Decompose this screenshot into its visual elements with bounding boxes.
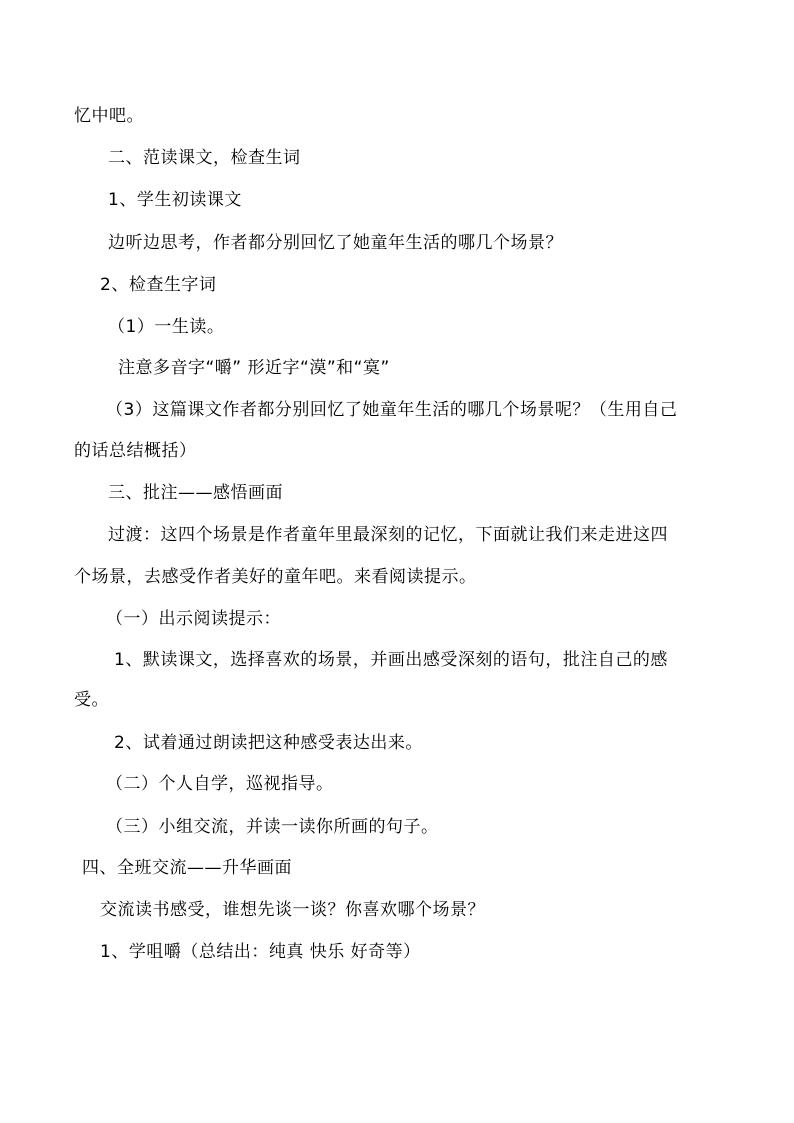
text-line: （3）这篇课文作者都分别回忆了她童年生活的哪几个场景呢？（生用自己 — [106, 400, 678, 420]
text-line: 1、学咀嚼（总结出：纯真 快乐 好奇等） — [100, 942, 421, 962]
section-heading: 四、全班交流——升华画面 — [82, 858, 292, 878]
text-line: 边听边思考，作者都分别回忆了她童年生活的哪几个场景？ — [108, 233, 563, 253]
text-line: 2、试着通过朗读把这种感受表达出来。 — [114, 733, 423, 753]
section-heading: 二、范读课文，检查生词 — [108, 148, 301, 168]
text-line: （一）出示阅读提示： — [106, 609, 281, 629]
text-line: 1、学生初读课文 — [108, 190, 242, 210]
text-line: 2、检查生字词 — [100, 275, 217, 295]
text-line: （1）一生读。 — [108, 317, 225, 337]
text-line: （三）小组交流，并读一读你所画的句子。 — [106, 817, 439, 837]
text-line: 交流读书感受，谁想先谈一谈？你喜欢哪个场景？ — [100, 900, 485, 920]
text-line: 忆中吧。 — [74, 106, 144, 126]
text-line: 受。 — [74, 690, 109, 710]
text-line: 1、默读课文，选择喜欢的场景，并画出感受深刻的语句，批注自己的感 — [114, 650, 668, 670]
section-heading: 三、批注——感悟画面 — [108, 483, 283, 503]
text-line: 个场景，去感受作者美好的童年吧。来看阅读提示。 — [74, 567, 477, 587]
text-line: 过渡：这四个场景是作者童年里最深刻的记忆，下面就让我们来走进这四 — [108, 525, 668, 545]
text-line: 的话总结概括） — [74, 441, 197, 461]
text-line: 注意多音字“嚼” 形近字“漠”和“寞” — [118, 358, 390, 378]
text-line: （二）个人自学，巡视指导。 — [106, 774, 334, 794]
